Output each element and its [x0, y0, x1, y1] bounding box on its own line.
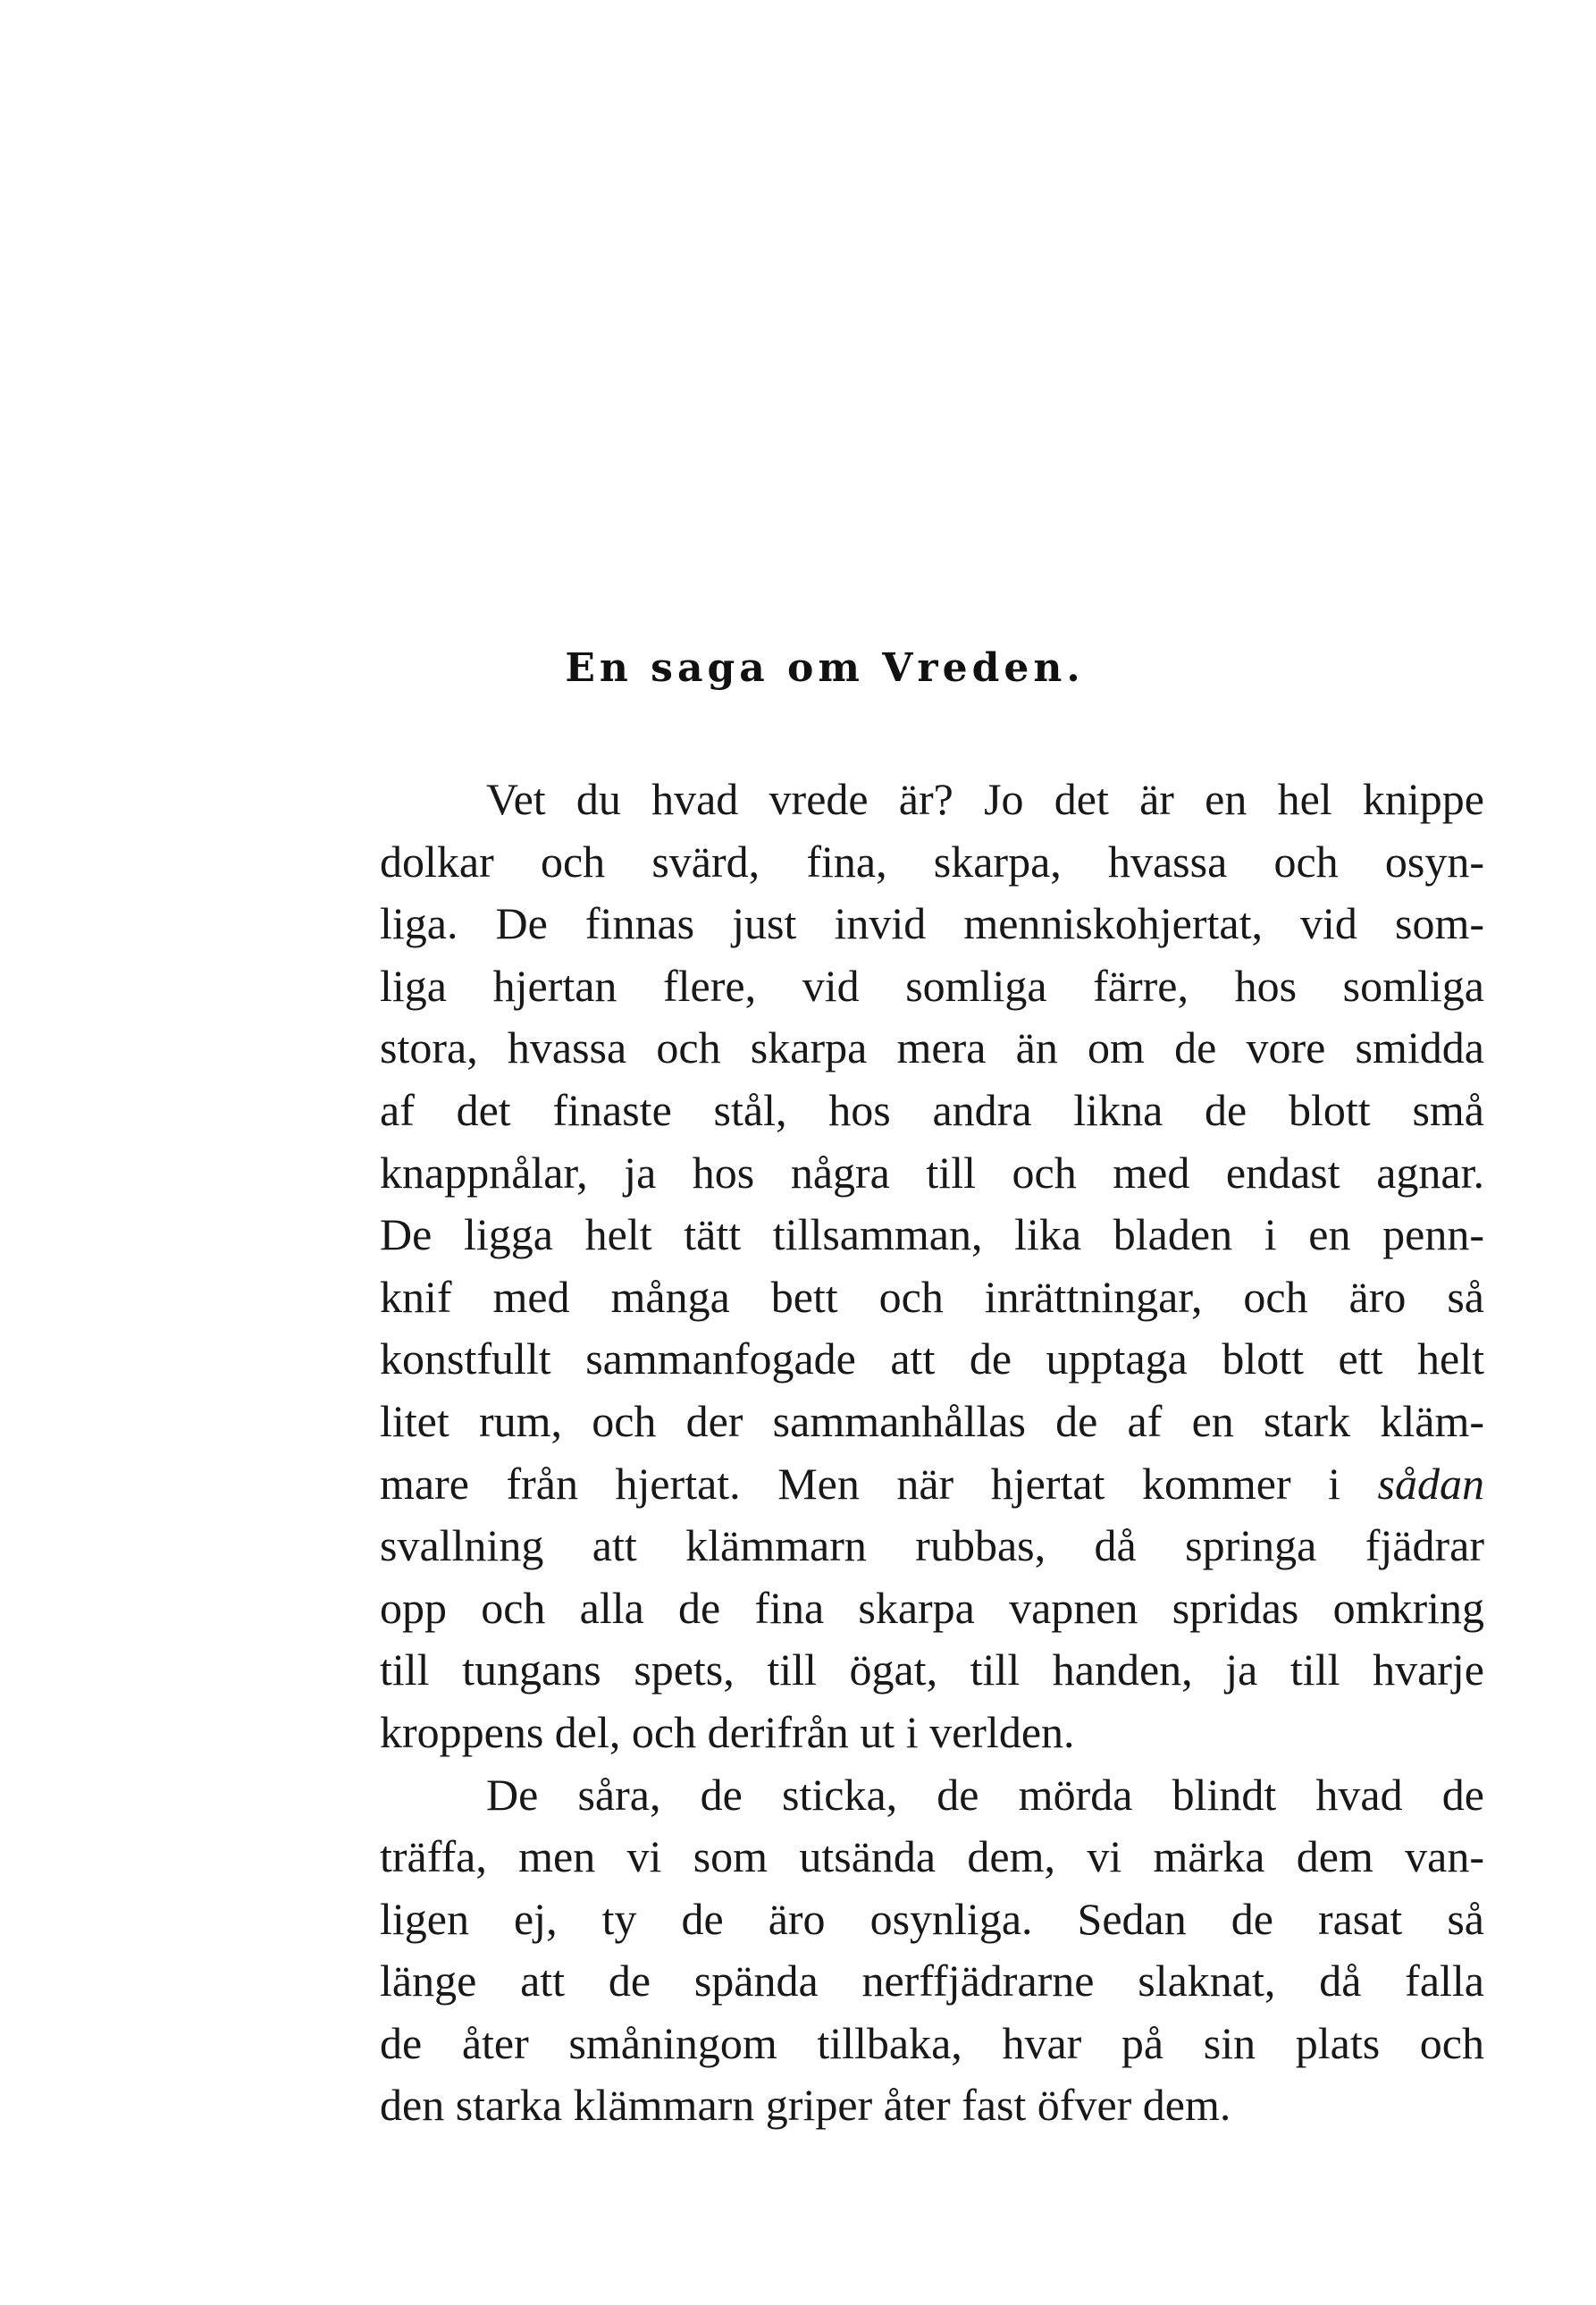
chapter-title: En saga om Vreden.	[565, 645, 1085, 691]
text-line: litet rum, och der sammanhållas de af en stark kläm-	[380, 1395, 1484, 1446]
text-line: liga. De finnas just invid menniskohjertat, vid som-	[380, 898, 1484, 949]
emphasized-word: sådan	[1377, 1458, 1484, 1509]
text-line: De såra, de sticka, de mörda blindt hvad de	[486, 1769, 1484, 1820]
paragraph-1	[380, 769, 1484, 1764]
text-line: kroppens del, och derifrån ut i verlden.	[380, 1706, 1075, 1757]
text-line: länge att de spända nerffjädrarne slaknat, då falla	[380, 1956, 1484, 2006]
text-line: ligen ej, ty de äro osynliga. Sedan de rasat så	[380, 1893, 1484, 1944]
text-line: svallning att klämmarn rubbas, då springa fjädrar	[380, 1520, 1484, 1571]
text-line: de åter småningom tillbaka, hvar på sin plats och	[380, 2017, 1484, 2068]
text-line: opp och alla de fina skarpa vapnen spridas omkring	[380, 1582, 1484, 1633]
text-line-with-emphasis	[380, 1453, 1484, 1516]
text-line: knif med många bett och inrättningar, och äro så	[380, 1271, 1484, 1322]
text-segment: mare från hjertat. Men när hjertat kommer i	[380, 1458, 1378, 1509]
text-line: af det finaste stål, hos andra likna de blott små	[380, 1084, 1484, 1135]
text-line: till tungans spets, till ögat, till handen, ja till hvarje	[380, 1645, 1484, 1695]
text-line: den starka klämmarn griper åter fast öfver dem.	[380, 2080, 1231, 2131]
text-line: träffa, men vi som utsända dem, vi märka dem van-	[380, 1831, 1484, 1882]
text-line: dolkar och svärd, fina, skarpa, hvassa och osyn-	[380, 836, 1484, 887]
text-line: stora, hvassa och skarpa mera än om de vore smidda	[380, 1022, 1484, 1073]
text-line: Vet du hvad vrede är? Jo det är en hel knippe	[486, 774, 1484, 824]
text-line: konstfullt sammanfogade att de upptaga blott ett helt	[380, 1333, 1484, 1384]
text-line: De ligga helt tätt tillsamman, lika bladen i en penn-	[380, 1209, 1484, 1260]
text-line: knappnålar, ja hos några till och med endast agnar.	[380, 1147, 1484, 1198]
paragraph-2	[380, 1764, 1484, 2138]
text-line: liga hjertan flere, vid somliga färre, hos somliga	[380, 960, 1484, 1011]
body-text	[380, 769, 1484, 2137]
